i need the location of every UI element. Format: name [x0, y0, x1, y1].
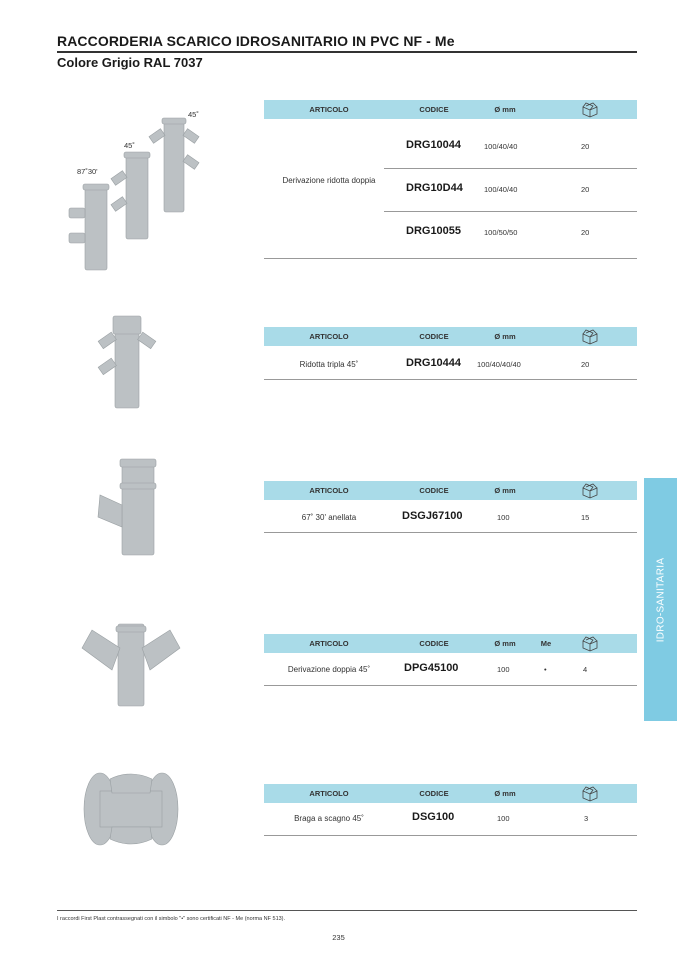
table-bottom-rule: [264, 532, 637, 533]
product-table: [264, 481, 637, 522]
table-header: [264, 327, 637, 346]
table-row: [384, 213, 637, 256]
product-image-anellata: [94, 455, 164, 560]
table-row: [384, 498, 637, 541]
col-diametro: Ø mm: [494, 105, 516, 114]
codice: DRG10055: [406, 225, 462, 237]
product-image-derivazione-ridotta-doppia: [62, 108, 212, 278]
box-qty: 20: [581, 142, 590, 151]
col-articolo: ARTICOLO: [309, 639, 349, 648]
box-qty: 20: [581, 360, 590, 369]
side-tab-label: IDRO-SANITARIA: [655, 557, 666, 642]
table-bottom-rule: [264, 258, 637, 259]
angle-label: 45˚: [188, 110, 199, 119]
box-qty: 20: [581, 228, 590, 237]
table-header: [264, 100, 637, 119]
table-row: [384, 127, 637, 170]
box-qty: 4: [583, 665, 588, 674]
col-diametro: Ø mm: [494, 332, 516, 341]
diametro: 100/40/40/40: [477, 360, 521, 369]
title-rule: [57, 51, 637, 53]
col-diametro: Ø mm: [494, 639, 516, 648]
angle-label: 45˚: [124, 141, 135, 150]
articolo-text: 67˚ 30' anellata: [301, 513, 357, 522]
product-table: [264, 784, 637, 823]
section-side-tab: [644, 478, 677, 721]
col-codice: CODICE: [419, 789, 449, 798]
table-bottom-rule: [264, 379, 637, 380]
box-qty: 20: [581, 185, 590, 194]
footer-note: I raccordi First Plast contrassegnati con il simbolo "•" sono certificati NF - Me (norma NF 513).: [57, 916, 286, 922]
col-articolo: ARTICOLO: [309, 789, 349, 798]
product-table: [264, 327, 637, 369]
codice: DRG10444: [406, 357, 462, 369]
product-table: [264, 634, 637, 674]
col-articolo: ARTICOLO: [309, 486, 349, 495]
table-bottom-rule: [264, 685, 637, 686]
diametro: 100/40/40: [484, 142, 518, 151]
me-mark: •: [544, 665, 547, 674]
diametro: 100: [497, 665, 510, 674]
articolo-text: Derivazione ridotta doppia: [282, 176, 376, 185]
articolo-text: Derivazione doppia 45˚: [287, 665, 371, 674]
codice: DPG45100: [404, 662, 459, 674]
page-title: RACCORDERIA SCARICO IDROSANITARIO IN PVC NF - Me: [57, 33, 455, 49]
footer-rule: [57, 910, 637, 911]
codice: DSGJ67100: [402, 510, 463, 522]
product-table: [264, 100, 637, 237]
product-image-ridotta-tripla: [95, 310, 165, 410]
box-qty: 15: [581, 513, 590, 522]
page-number: 235: [332, 933, 345, 942]
articolo-text: Ridotta tripla 45˚: [299, 360, 359, 369]
row-divider: [384, 168, 637, 169]
table-row: [384, 650, 637, 693]
codice: DRG10D44: [406, 182, 463, 194]
box-qty: 3: [584, 814, 589, 823]
table-row: [384, 170, 637, 213]
col-codice: CODICE: [419, 332, 449, 341]
col-me: Me: [540, 639, 552, 648]
diametro: 100: [497, 513, 510, 522]
row-divider: [384, 211, 637, 212]
col-diametro: Ø mm: [494, 486, 516, 495]
product-image-derivazione-doppia: [78, 620, 184, 710]
diametro: 100: [497, 814, 510, 823]
col-articolo: ARTICOLO: [309, 332, 349, 341]
diametro: 100/40/40: [484, 185, 518, 194]
col-codice: CODICE: [419, 105, 449, 114]
col-diametro: Ø mm: [494, 789, 516, 798]
codice: DRG10044: [406, 139, 462, 151]
col-codice: CODICE: [419, 486, 449, 495]
angle-label: 87˚30': [77, 167, 98, 176]
col-articolo: ARTICOLO: [309, 105, 349, 114]
col-codice: CODICE: [419, 639, 449, 648]
diametro: 100/50/50: [484, 228, 518, 237]
codice: DSG100: [412, 811, 455, 823]
table-bottom-rule: [264, 835, 637, 836]
box-icon: [580, 101, 600, 120]
table-row: [384, 345, 637, 388]
page-subtitle: Colore Grigio RAL 7037: [57, 55, 203, 70]
articolo-text: Braga a scagno 45˚: [294, 814, 364, 823]
product-image-braga-scagno: [80, 765, 182, 853]
